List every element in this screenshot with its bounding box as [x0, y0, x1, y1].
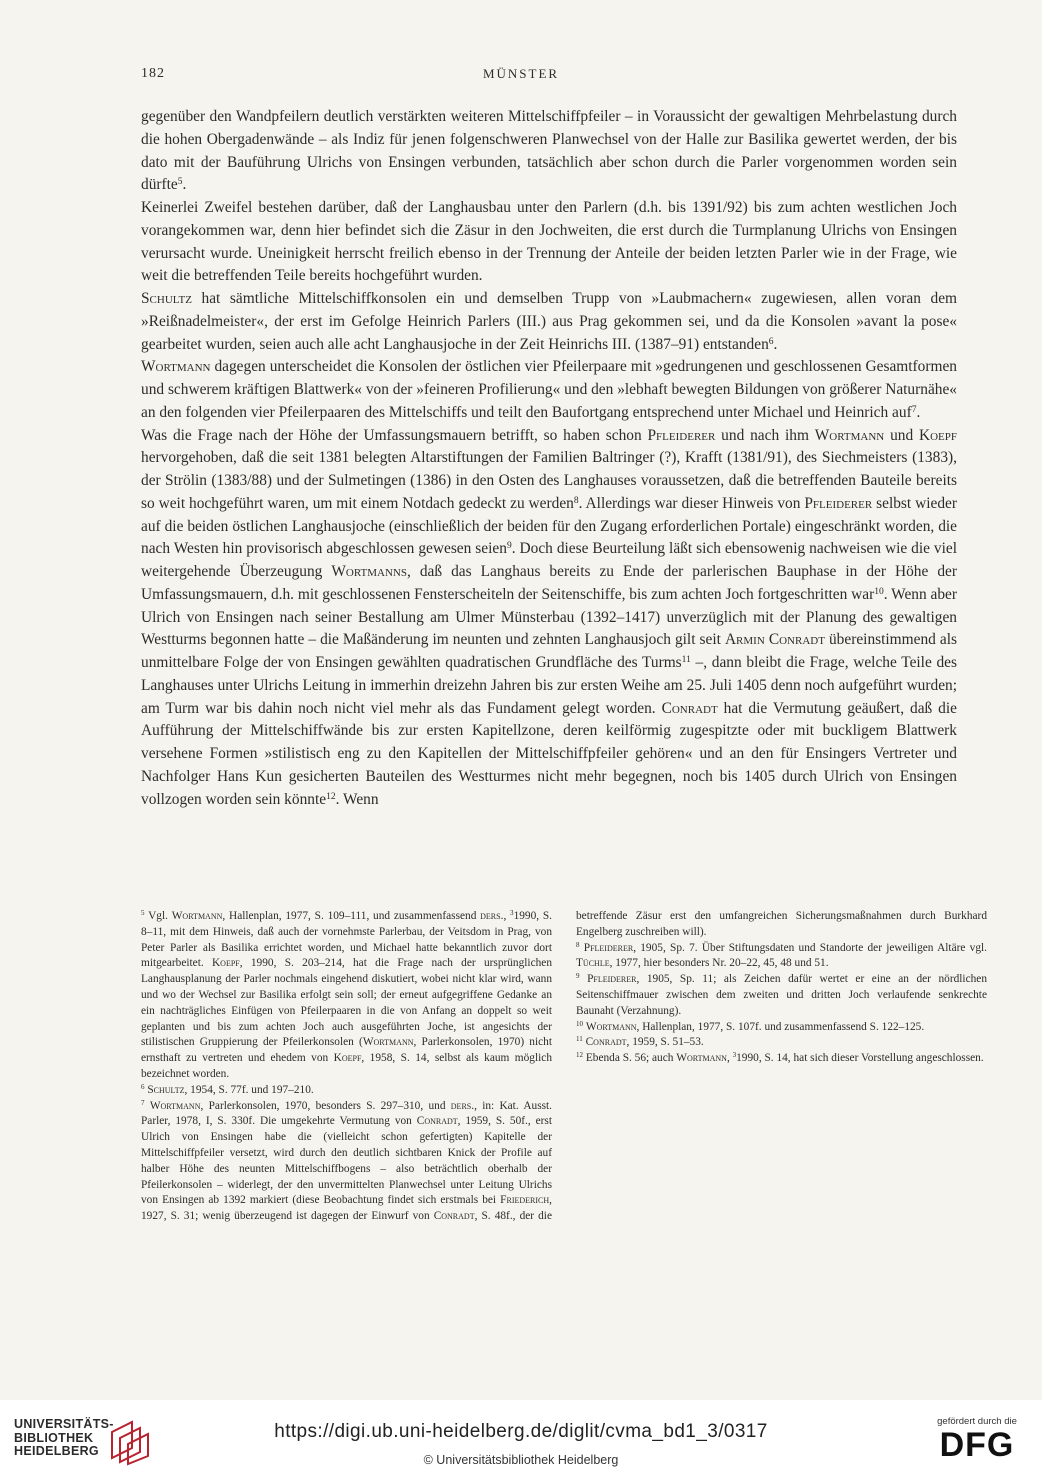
footnote-ref: 11 — [681, 653, 691, 665]
paragraph-2: Keinerlei Zweifel bestehen darüber, daß der Langhausbau unter den Parlern (d.h. bis 1391/92) bis zum achten westlichen Joch vorangekommen war, denn hier befindet sich die Zäsur in den Jochweiten, die erst durch die Turmplanung Ulrichs von Ensingen verursacht wurde. Uneinigkeit herrscht freilich ebenso in der Trennung der Anteile der beiden letzten Parler wie in der Frage, wie weit die betreffenden Teile bereits hochgeführt wurden. — [141, 199, 957, 285]
page-number: 182 — [141, 66, 165, 81]
footnotes — [141, 909, 987, 1227]
footnote-7: $^7$ Wortmann, Parlerkonsolen, 1970, besonders S. 297–310, und ders., in: Kat. Ausst. Parler, 1978, I, S. 330f. Die umgekehrte Vermutung von Conradt, 1959, S. 50f., erst Ulrich von Ensingen habe die (vielleicht schon gefertigten) Kapitelle der Mittelschiffpfeiler versetzt, wird durch den deutlich sichtbaren Knick der Profile auf halber Höhe des neunten Mittelschiffbogens – also beträchtlich oberhalb der Pfeilerkonsolen – widerlegt, der den unvermittelten Planwechsel unter Leitung Ulrichs von Ensingen ab 1392 markiert (diese Beobachtung findet sich erstmals bei Friederich, 1927, S. 31; wenig überzeugend ist dagegen der Einwurf von Conradt, S. 48f., der die betreffende Zäsur erst den umfangreichen Sicherungsmaßnahmen durch Burkhard Engelberg zuschreiben will). — [141, 910, 987, 1223]
footnote-ref: 7 — [911, 403, 917, 415]
permalink-url[interactable]: https://digi.ub.uni-heidelberg.de/diglit/cvma_bd1_3/0317 — [274, 1421, 768, 1442]
footnote-9: $^9$ Pfleiderer, 1905, Sp. 11; als Zeichen dafür wertet er eine an der nördlichen Seitenschiffmauer zwischen dem zweiten und dritten Joch verlaufende senkrechte Baunaht (Verzahnung). — [576, 972, 987, 1017]
footnote-8: $^8$ Pfleiderer, 1905, Sp. 7. Über Stiftungsdaten und Standorte der jeweiligen Altäre vgl. Tüchle, 1977, hier besonders Nr. 20–22, 45, 48 und 51. — [576, 940, 987, 970]
footnote-ref: 6 — [768, 335, 774, 347]
paragraph-3: Schultz hat sämtliche Mittelschiffkonsolen ein und demselben Trupp von »Laubmachern« zugewiesen, allen voran dem »Reißnadelmeister«, der erst im Gefolge Heinrich Parlers (III.) aus Prag gekommen sei, und da die Konsolen »avant la pose« gearbeitet wurden, seien auch alle acht Langhausjoche in der Zeit Heinrichs III. (1387–91) entstanden$^6$. — [141, 290, 957, 353]
footnote-5: $^5$ Vgl. Wortmann, Hallenplan, 1977, S. 109–111, und zusammenfassend ders., $^3$1990, S. 8–11, mit dem Hinweis, daß auch der vornehmste Parlerbau, der Veitsdom in Prag, von Peter Parler als Basilika errichtet worden, und Michael hatte bekanntlich zuvor dort mitgearbeitet. Koepf, 1990, S. 203–214, hat die Frage nach der ursprünglichen Langhausplanung der Parler nochmals eingehend diskutiert, wobei nicht klar wird, wann und wo der Wechsel zur Basilika erfolgt sein soll; der erneut aufgegriffene Gedanke an ein nachträgliches Einfügen von Pfeilerpaaren in die von Anfang an doppelt so weit geplanten und bis zum achten Joch auch ausgeführten Joche, ist angesichts der stilistischen Gruppierung der Pfeilerkonsolen (Wortmann, Parlerkonsolen, 1970) nicht ernsthaft zu vertreten und ehedem von Koepf, 1958, S. 14, selbst als kaum möglich bezeichnet worden. — [141, 909, 553, 1080]
paragraph-5: Was die Frage nach der Höhe der Umfassungsmauern betrifft, so haben schon Pfleiderer und nach ihm Wortmann und Koepf hervorgehoben, daß die seit 1381 belegten Altarstiftungen der Familien Baltringer (?), Krafft (1381/91), des Siechmeisters (1383), der Strölin (1383/88) und der Sulmetingen (1386) in den Osten des Langhauses voraussetzen, daß die betreffenden Bauteile bereits so weit hochgeführt waren, um mit einem Notdach gedeckt zu werden$^8$. Allerdings war dieser Hinweis von Pfleiderer selbst wieder auf die beiden östlichen Langhausjoche (einschließlich der beiden für den Zugang erforderlichen Portale) eingeschränkt worden, die nach Westen hin provisorisch abgeschlossen gewesen seien$^9$. Doch diese Beurteilung läßt sich ebensowenig nachweisen wie die viel weitergehende Überzeugung Wortmanns, daß das Langhaus bereits zu Ende der parlerischen Bauphase in der Höhe der Umfassungsmauern, d.h. mit geschlossenen Fensterscheiteln der Seitenschiffe, bis zum achten Joch fortgeschritten war$^{10}$. Wenn aber Ulrich von Ensingen nach seiner Bestallung am Ulmer Münsterbau (1392–1417) unverzüglich mit der Planung des gewaltigen Westturms begonnen hatte – die Maßänderung im neunten und zehnten Langhausjoch gilt seit Armin Conradt übereinstimmend als unmittelbare Folge der von Ensingen gewählten quadratischen Grundfläche des Turms$^{11}$ –, dann bleibt die Frage, welche Teile des Langhauses unter Ulrichs Leitung in immerhin dreizehn Jahren bis zur ersten Weihe am 25. Juli 1405 denn noch aufgeführt wurden; am Turm war bis dahin noch nicht viel mehr als das Fundament gelegt worden. Conradt hat die Vermutung geäußert, daß die Aufführung der Mittelschiffwände bis zur ersten Kapitellzone, deren keilförmig zugespitzte oder mit buckligem Blattwerk versehene Formen »stilistisch eng zu den Kapitellen der Mittelschiffpfeiler gehören« und an den für Ensingers Vertreter und Nachfolger Hans Kun gesicherten Bauteilen des Westturmes nicht mehr begegnen, noch bis 1405 durch Ulrich von Ensingen vollzogen worden sein könnte$^{12}$. Wenn — [141, 426, 958, 808]
paragraph-1: gegenüber den Wandpfeilern deutlich verstärkten weiteren Mittelschiffpfeiler – in Voraussicht der gewaltigen Mehrbelastung durch die hohen Obergadenwände – als Indiz für jenen folgenschweren Planwechsel von der Halle zur Basilika gewertet werden, der bis dato mit der Bauführung Ulrichs von Ensingen verbunden, tatsächlich aber schon durch die Parler vorgenommen worden sein dürfte$^5$. — [141, 108, 957, 194]
footnote-ref: 5 — [177, 176, 183, 187]
viewer-footer — [0, 1400, 1042, 1481]
footnote-10: $^{10}$ Wortmann, Hallenplan, 1977, S. 107f. und zusammenfassend S. 122–125. — [576, 1019, 925, 1033]
footnote-12: $^{12}$ Ebenda S. 56; auch Wortmann, $^3$1990, S. 14, hat sich dieser Vorstellung angeschlossen. — [576, 1051, 984, 1065]
footnote-ref: 8 — [573, 494, 579, 506]
funder-logo[interactable] — [922, 1416, 1032, 1463]
copyright-notice: © Universitätsbibliothek Heidelberg — [423, 1453, 619, 1467]
library-name-line-3: HEIDELBERG — [14, 1444, 99, 1458]
paragraph-4: Wortmann dagegen unterscheidet die Konsolen der östlichen vier Pfeilerpaare mit »gedrungenen und geschlossenen Gesamtformen und schwerem kräftigen Blattwerk« von der »feineren Profilierung« und den »lebhaft bewegten Bildungen von größerer Naturnähe« an den folgenden vier Pfeilerpaaren des Mittelschiffs und teilt den Baufortgang entsprechend unter Michael und Heinrich auf$^7$. — [141, 358, 957, 421]
library-name-line-1: UNIVERSITÄTS- — [14, 1417, 114, 1431]
footnote-ref: 10 — [874, 585, 884, 597]
library-name-line-2: BIBLIOTHEK — [14, 1430, 94, 1445]
funding-note: gefördert durch die — [937, 1416, 1017, 1427]
running-head: MÜNSTER — [482, 66, 560, 81]
footnote-11: $^{11}$ Conradt, 1959, S. 51–53. — [576, 1035, 704, 1049]
main-text — [141, 106, 957, 811]
footnote-6: $^6$ Schultz, 1954, S. 77f. und 197–210. — [141, 1082, 314, 1096]
footnote-ref: 12 — [326, 790, 336, 802]
dfg-logo-text: DFG — [939, 1426, 1015, 1464]
footnote-ref: 9 — [506, 540, 512, 551]
